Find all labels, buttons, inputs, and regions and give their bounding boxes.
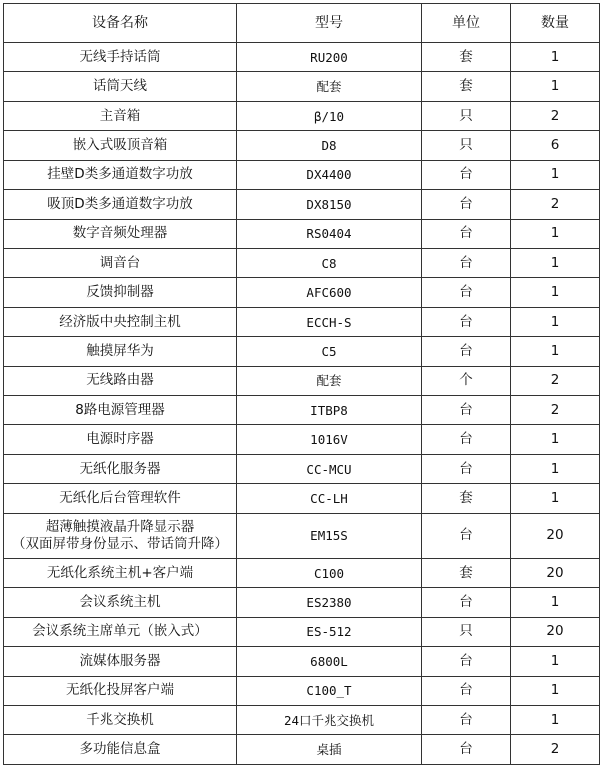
- cell-name: [4, 219, 237, 248]
- cell-name: [4, 425, 237, 454]
- table-row: [4, 676, 600, 705]
- cell-name-subtext: （双面屏带身份显示、带话筒升降）: [12, 535, 228, 552]
- cell-name-text: 无纸化系统主机+客户端: [46, 564, 194, 581]
- table-row: [4, 307, 600, 336]
- cell-model: CC-MCU: [237, 454, 422, 483]
- cell-qty: 1: [511, 72, 600, 101]
- cell-name: [4, 558, 237, 587]
- cell-qty: 1: [511, 454, 600, 483]
- cell-qty: 1: [511, 425, 600, 454]
- cell-name: [4, 131, 237, 160]
- cell-qty: 2: [511, 735, 600, 765]
- cell-name: [4, 484, 237, 513]
- cell-qty: 1: [511, 484, 600, 513]
- cell-name: [4, 454, 237, 483]
- cell-name-text: 吸顶D类多通道数字功放: [47, 195, 193, 212]
- cell-model: 1016V: [237, 425, 422, 454]
- cell-unit: 台: [422, 307, 511, 336]
- header-model: 型号: [237, 4, 422, 43]
- table-row: [4, 160, 600, 189]
- table-row: [4, 484, 600, 513]
- cell-unit: 台: [422, 454, 511, 483]
- cell-qty: 2: [511, 101, 600, 130]
- cell-name-text: 流媒体服务器: [79, 652, 161, 669]
- cell-unit: 套: [422, 558, 511, 587]
- cell-name: [4, 190, 237, 219]
- cell-unit: 台: [422, 647, 511, 676]
- cell-qty: 1: [511, 647, 600, 676]
- cell-name-text: 触摸屏华为: [86, 342, 154, 359]
- cell-model: ITBP8: [237, 396, 422, 425]
- cell-model: 6800L: [237, 647, 422, 676]
- cell-name-text: 多功能信息盒: [79, 741, 161, 758]
- cell-name-text: 电源时序器: [86, 431, 154, 448]
- cell-model: C100_T: [237, 676, 422, 705]
- cell-qty: 1: [511, 248, 600, 277]
- cell-unit: 套: [422, 43, 511, 72]
- cell-name: [4, 676, 237, 705]
- cell-unit: 台: [422, 676, 511, 705]
- cell-qty: 20: [511, 558, 600, 587]
- table-header: [4, 4, 600, 43]
- cell-name: [4, 248, 237, 277]
- cell-name: [4, 72, 237, 101]
- cell-qty: 1: [511, 160, 600, 189]
- cell-qty: 1: [511, 588, 600, 617]
- cell-qty: 2: [511, 190, 600, 219]
- cell-unit: 只: [422, 101, 511, 130]
- cell-unit: 台: [422, 248, 511, 277]
- cell-model: C8: [237, 248, 422, 277]
- cell-name-text: 无纸化服务器: [79, 460, 161, 477]
- cell-unit: 台: [422, 160, 511, 189]
- cell-name: [4, 647, 237, 676]
- cell-name-text: 数字音频处理器: [72, 225, 168, 242]
- cell-model: β/10: [237, 101, 422, 130]
- cell-model: ECCH-S: [237, 307, 422, 336]
- table-row: [4, 43, 600, 72]
- table-row: [4, 101, 600, 130]
- cell-qty: 1: [511, 43, 600, 72]
- cell-model: ES2380: [237, 588, 422, 617]
- cell-qty: 1: [511, 676, 600, 705]
- header-name: 设备名称: [4, 4, 237, 43]
- cell-name: [4, 396, 237, 425]
- header-row: [4, 4, 600, 43]
- cell-model: ES-512: [237, 617, 422, 646]
- table-row: [4, 454, 600, 483]
- cell-qty: 20: [511, 617, 600, 646]
- cell-name: [4, 588, 237, 617]
- header-qty: 数量: [511, 4, 600, 43]
- table-body: [4, 43, 600, 765]
- table-row: [4, 588, 600, 617]
- cell-unit: 台: [422, 337, 511, 366]
- table-row: [4, 337, 600, 366]
- table-row: [4, 558, 600, 587]
- cell-model: 24口千兆交换机: [237, 705, 422, 734]
- cell-unit: 台: [422, 425, 511, 454]
- cell-unit: 台: [422, 396, 511, 425]
- cell-unit: 台: [422, 588, 511, 617]
- cell-qty: 6: [511, 131, 600, 160]
- cell-name: [4, 278, 237, 307]
- cell-name-text: 无线手持话筒: [79, 48, 161, 65]
- cell-qty: 1: [511, 337, 600, 366]
- cell-name: [4, 705, 237, 734]
- cell-name-text: 超薄触摸液晶升降显示器: [45, 518, 195, 535]
- cell-model: AFC600: [237, 278, 422, 307]
- cell-name-text: 反馈抑制器: [86, 284, 154, 301]
- cell-qty: 2: [511, 396, 600, 425]
- cell-unit: 套: [422, 484, 511, 513]
- cell-name: [4, 337, 237, 366]
- cell-name-text: 经济版中央控制主机: [59, 313, 181, 330]
- cell-qty: 1: [511, 705, 600, 734]
- cell-model: CC-LH: [237, 484, 422, 513]
- table-row: [4, 190, 600, 219]
- cell-model: RU200: [237, 43, 422, 72]
- table-row: [4, 278, 600, 307]
- cell-model: 桌插: [237, 735, 422, 765]
- cell-model: C5: [237, 337, 422, 366]
- cell-name: [4, 160, 237, 189]
- cell-name-text: 无纸化后台管理软件: [59, 490, 181, 507]
- cell-unit: 台: [422, 705, 511, 734]
- cell-model: 配套: [237, 366, 422, 395]
- cell-model: RS0404: [237, 219, 422, 248]
- cell-model: C100: [237, 558, 422, 587]
- table-row: [4, 248, 600, 277]
- cell-name-text: 无线路由器: [86, 372, 154, 389]
- cell-unit: 台: [422, 513, 511, 558]
- cell-name-text: 嵌入式吸顶音箱: [72, 136, 168, 153]
- cell-unit: 个: [422, 366, 511, 395]
- table-row: [4, 513, 600, 558]
- cell-model: DX4400: [237, 160, 422, 189]
- cell-qty: 1: [511, 307, 600, 336]
- cell-unit: 台: [422, 735, 511, 765]
- cell-unit: 台: [422, 190, 511, 219]
- table-row: [4, 647, 600, 676]
- table-row: [4, 425, 600, 454]
- table-row: [4, 72, 600, 101]
- table-row: [4, 617, 600, 646]
- cell-unit: 套: [422, 72, 511, 101]
- cell-name-text: 话筒天线: [93, 78, 147, 95]
- cell-name: [4, 366, 237, 395]
- table-row: [4, 366, 600, 395]
- cell-name: [4, 513, 237, 558]
- cell-name-text: 调音台: [99, 254, 141, 271]
- cell-qty: 2: [511, 366, 600, 395]
- header-unit: 单位: [422, 4, 511, 43]
- cell-model: 配套: [237, 72, 422, 101]
- cell-name-text: 无纸化投屏客户端: [66, 682, 174, 699]
- cell-model: EM15S: [237, 513, 422, 558]
- cell-qty: 1: [511, 219, 600, 248]
- equipment-table: [3, 3, 600, 765]
- cell-name-text: 千兆交换机: [86, 711, 154, 728]
- table-row: [4, 396, 600, 425]
- table-row: [4, 705, 600, 734]
- cell-name: [4, 617, 237, 646]
- cell-qty: 1: [511, 278, 600, 307]
- table-row: [4, 735, 600, 765]
- cell-qty: 20: [511, 513, 600, 558]
- cell-unit: 台: [422, 219, 511, 248]
- cell-model: D8: [237, 131, 422, 160]
- table-row: [4, 131, 600, 160]
- table-row: [4, 219, 600, 248]
- cell-model: DX8150: [237, 190, 422, 219]
- cell-name-text: 会议系统主机: [79, 593, 161, 610]
- cell-name-text: 8路电源管理器: [75, 401, 165, 418]
- cell-unit: 台: [422, 278, 511, 307]
- cell-name-text: 会议系统主席单元（嵌入式）: [32, 623, 208, 640]
- cell-name-text: 挂壁D类多通道数字功放: [47, 166, 193, 183]
- cell-name-text: 主音箱: [99, 107, 141, 124]
- cell-unit: 只: [422, 131, 511, 160]
- cell-name: [4, 43, 237, 72]
- cell-name: [4, 101, 237, 130]
- cell-name: [4, 735, 237, 765]
- cell-name: [4, 307, 237, 336]
- cell-unit: 只: [422, 617, 511, 646]
